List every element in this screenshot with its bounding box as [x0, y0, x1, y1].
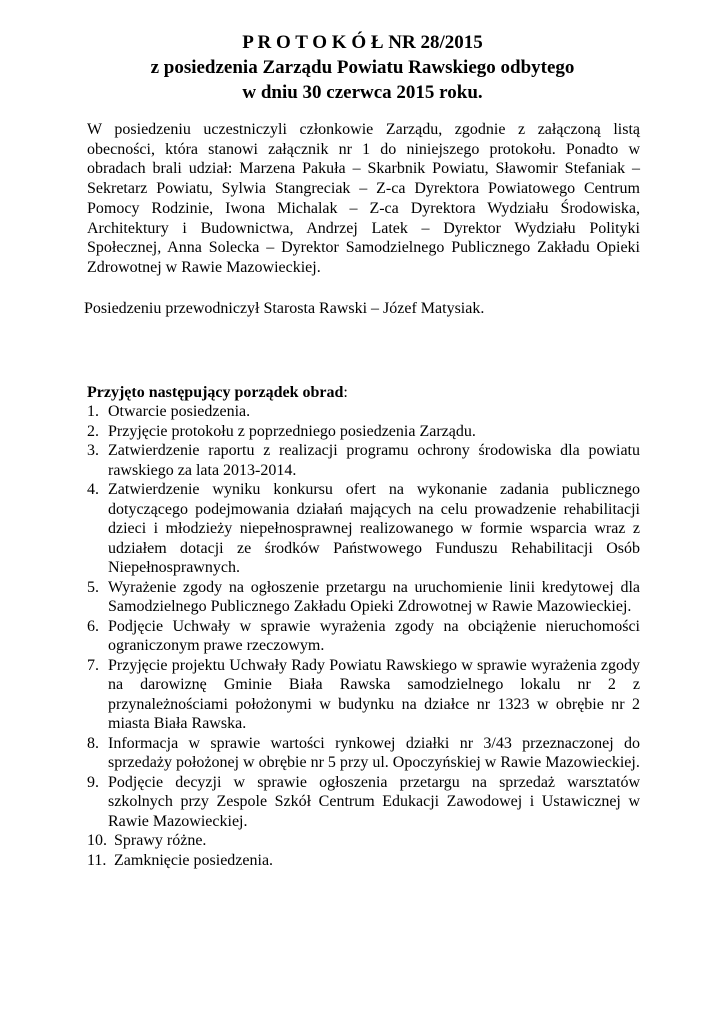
agenda-item	[87, 656, 640, 734]
agenda-item	[87, 831, 640, 851]
agenda-item-number: 11.	[87, 851, 107, 869]
agenda-item	[87, 734, 640, 773]
agenda-item-text: Zatwierdzenie wyniku konkursu ofert na wykonanie zadania publicznego dotyczącego podejmowania działań mających na celu prowadzenie rehabilitacji dzieci i młodzieży niepełnosprawnej realizowanego w formie wsparcia wraz z udziałem dotacji ze środków Państwowego Funduszu Rehabilitacji Osób Niepełnosprawnych.	[108, 481, 640, 576]
agenda-item-text: Wyrażenie zgody na ogłoszenie przetargu na uruchomienie linii kredytowej dla Samodzielnego Publicznego Zakładu Opieki Zdrowotnej w Rawie Mazowieckiej.	[108, 578, 640, 615]
agenda-item	[87, 851, 640, 871]
document-title	[0, 30, 725, 105]
agenda-item-text: Przyjęcie protokołu z poprzedniego posiedzenia Zarządu.	[108, 422, 476, 440]
agenda-item	[87, 402, 640, 422]
title-line-date: w dniu 30 czerwca 2015 roku.	[242, 82, 483, 103]
agenda-item-text: Zamknięcie posiedzenia.	[114, 851, 274, 869]
agenda-list	[87, 402, 640, 870]
title-line-meeting: z posiedzenia Zarządu Powiatu Rawskiego odbytego	[150, 57, 575, 78]
agenda-item-text: Sprawy różne.	[114, 832, 207, 849]
agenda-item-text: Otwarcie posiedzenia.	[108, 403, 251, 420]
agenda-heading-colon: :	[343, 384, 348, 401]
agenda-item-number: 10.	[87, 832, 107, 849]
agenda-item-text: Przyjęcie projektu Uchwały Rady Powiatu Rawskiego w sprawie wyrażenia zgody na darowiznę Gminie Biała Rawska samodzielnego lokalu nr 2 z przynależnościami położonymi w budynku na działce nr 1323 w obrębie nr 2 miasta Biała Rawska.	[108, 656, 640, 732]
agenda-item	[87, 773, 640, 832]
agenda-heading-text: Przyjęto następujący porządek obrad	[87, 384, 344, 401]
agenda-item-number: 1.	[87, 403, 99, 420]
agenda-heading	[87, 383, 348, 403]
agenda-item-number: 4.	[87, 481, 99, 498]
agenda-item	[87, 578, 640, 617]
agenda-item	[87, 441, 640, 480]
agenda-item-number: 2.	[87, 422, 99, 440]
intro-paragraph: W posiedzeniu uczestniczyli członkowie Zarządu, zgodnie z załączoną listą obecności, która stanowi załącznik nr 1 do niniejszego protokołu. Ponadto w obradach brali udział: Marzena Pakuła – Skarbnik Powiatu, Sławomir Stefaniak – Sekretarz Powiatu, Sylwia Stangreciak – Z-ca Dyrektora Powiatowego Centrum Pomocy Rodzinie, Iwona Michalak – Z-ca Dyrektora Wydziału Środowiska, Architektury i Budownictwa, Andrzej Latek – Dyrektor Wydziału Polityki Społecznej, Anna Solecka – Dyrektor Samodzielnego Publicznego Zakładu Opieki Zdrowotnej w Rawie Mazowieckiej.	[87, 121, 640, 276]
agenda-item	[87, 617, 640, 656]
chair-statement: Posiedzeniu przewodniczył Starosta Rawski – Józef Matysiak.	[84, 300, 485, 317]
agenda-item	[87, 422, 640, 442]
title-line-protocol: P R O T O K Ó Ł NR 28/2015	[242, 32, 483, 53]
agenda-item-number: 7.	[87, 656, 99, 674]
agenda-item-text: Podjęcie decyzji w sprawie ogłoszenia przetargu na sprzedaż warsztatów szkolnych przy Zespole Szkół Centrum Edukacji Zawodowej i Ustawicznej w Rawie Mazowieckiej.	[108, 773, 640, 830]
agenda-item-text: Podjęcie Uchwały w sprawie wyrażenia zgody na obciążenie nieruchomości ograniczonym prawe rzeczowym.	[108, 617, 640, 654]
agenda-item-number: 5.	[87, 578, 99, 596]
agenda-item-number: 9.	[87, 773, 99, 791]
agenda-item-text: Zatwierdzenie raportu z realizacji programu ochrony środowiska dla powiatu rawskiego za lata 2013-2014.	[108, 442, 640, 479]
intro-section	[87, 120, 640, 278]
agenda-item-number: 6.	[87, 617, 99, 635]
agenda-item	[87, 480, 640, 578]
agenda-item-text: Informacja w sprawie wartości rynkowej działki nr 3/43 przeznaczonej do sprzedaży położonej w obrębie nr 5 przy ul. Opoczyńskiej w Rawie Mazowieckiej.	[108, 734, 640, 771]
agenda-item-number: 3.	[87, 442, 99, 459]
agenda-item-number: 8.	[87, 734, 99, 752]
